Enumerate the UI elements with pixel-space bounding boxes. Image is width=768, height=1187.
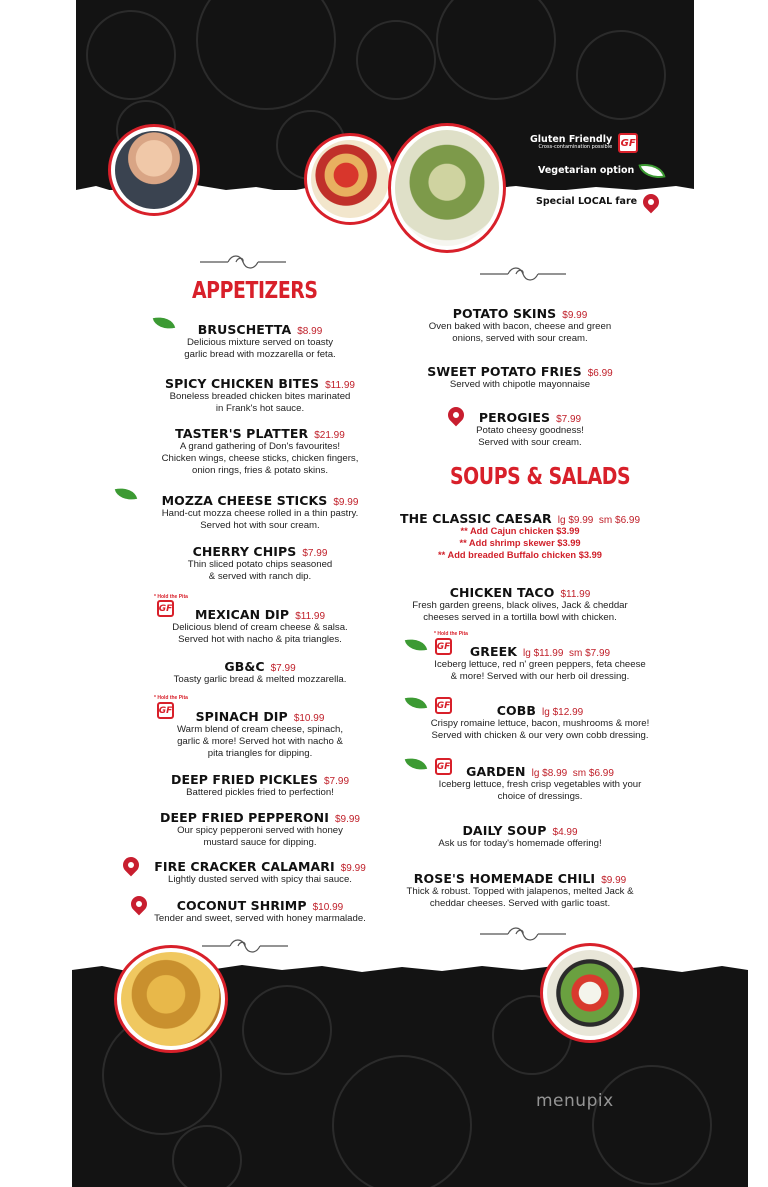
cross-contamination-note: Cross-contamination possible [538, 144, 613, 151]
hold-the-pita-note: * Hold the Pita [434, 631, 468, 637]
caesar-addon: ** Add breaded Buffalo chicken $3.99 [438, 549, 602, 560]
bruschetta-photo [304, 133, 396, 225]
appetizers-heading: APPETIZERS [192, 278, 318, 304]
vegetarian-leaf-icon [639, 160, 666, 183]
menu-item-perogies: PEROGIES $7.99 Potato cheesy goodness! Served with sour cream. [476, 410, 584, 449]
nachos-photo [114, 945, 228, 1053]
menu-item-sweet-potato-fries: SWEET POTATO FRIES $6.99 Served with chipotle mayonnaise [427, 364, 613, 390]
caesar-addon: ** Add Cajun chicken $3.99 [460, 526, 580, 536]
menu-item-classic-caesar: THE CLASSIC CAESAR lg $9.99 sm $6.99 ** Add Cajun chicken $3.99 ** Add shrimp skewer $3.99 ** Add breaded Buffalo chicken $3.99 [380, 511, 660, 561]
caesar-addon: ** Add shrimp skewer $3.99 [459, 537, 581, 548]
menu-item-greek: GREEK lg $11.99 sm $7.99 Iceberg lettuce, red n' green peppers, feta cheese & more! Served with our herb oil dressing. [434, 644, 646, 683]
gluten-free-icon: GF [618, 133, 638, 153]
menu-item-deep-fried-pepperoni: DEEP FRIED PEPPERONI $9.99 Our spicy pepperoni served with honey mustard sauce for dipping. [159, 810, 360, 849]
menu-item-cherry-chips: CHERRY CHIPS $7.99 Thin sliced potato chips seasoned & served with ranch dip. [187, 544, 333, 583]
menu-item-coconut-shrimp: COCONUT SHRIMP $10.99 Tender and sweet, served with honey marmalade. [154, 898, 366, 924]
legend-gluten-friendly [530, 133, 638, 153]
gluten-free-icon: GF [157, 600, 174, 617]
gluten-free-icon: GF [435, 638, 452, 655]
host-portrait-photo [108, 124, 200, 216]
menu-item-mozza-cheese-sticks: MOZZA CHEESE STICKS $9.99 Hand-cut mozza cheese rolled in a thin pastry. Served hot with sour cream. [161, 493, 359, 532]
gluten-free-icon: GF [157, 702, 174, 719]
menu-item-gbc: GB&C $7.99 Toasty garlic bread & melted mozzarella. [173, 659, 347, 685]
menu-item-roses-homemade-chili: ROSE'S HOMEMADE CHILI $9.99 Thick & robust. Topped with jalapenos, melted Jack & cheddar cheeses. Served with garlic toast. [406, 871, 634, 910]
menu-item-cobb: COBB lg $12.99 Crispy romaine lettuce, bacon, mushrooms & more! Served with chicken & our very own cobb dressing. [430, 703, 650, 742]
hold-the-pita-note: * Hold the Pita [154, 695, 188, 701]
soups-salads-heading: SOUPS & SALADS [450, 464, 631, 490]
ornament-flourish [200, 937, 290, 955]
menu-item-tasters-platter: TASTER'S PLATTER $21.99 A grand gathering of Don's favourites! Chicken wings, cheese sticks, chicken fingers, onion rings, fries & potato skins. [161, 426, 359, 477]
local-fare-label: Special LOCAL fare [536, 196, 638, 208]
vegetarian-option-label: Vegetarian option [538, 165, 635, 177]
location-pin-icon [640, 191, 663, 214]
menu-item-deep-fried-pickles: DEEP FRIED PICKLES $7.99 Battered pickles fried to perfection! [170, 772, 350, 798]
menu-item-bruschetta: BRUSCHETTA $8.99 Delicious mixture served on toasty garlic bread with mozzarella or feta. [184, 322, 336, 361]
ornament-flourish [478, 925, 568, 943]
menu-item-daily-soup: DAILY SOUP $4.99 Ask us for today's homemade offering! [438, 823, 602, 849]
menu-item-spinach-dip: SPINACH DIP $10.99 Warm blend of cream cheese, spinach, garlic & more! Served hot with nacho & pita triangles for dipping. [176, 709, 343, 760]
gluten-free-icon: GF [435, 697, 452, 714]
legend-local-fare [536, 194, 659, 210]
menu-item-mexican-dip: MEXICAN DIP $11.99 Delicious blend of cream cheese & salsa. Served hot with nacho & pita triangles. [172, 607, 348, 646]
caesar-salad-photo [388, 123, 506, 253]
gluten-friendly-label: Gluten Friendly [530, 134, 613, 146]
greek-salad-photo [540, 943, 640, 1043]
menu-item-potato-skins: POTATO SKINS $9.99 Oven baked with bacon, cheese and green onions, served with sour cream. [428, 306, 612, 345]
legend-vegetarian [538, 162, 664, 180]
menupix-watermark: menupix [536, 1091, 614, 1111]
menu-item-chicken-taco: CHICKEN TACO $11.99 Fresh garden greens, black olives, Jack & cheddar cheeses served in a tortilla bowl with chicken. [412, 585, 628, 624]
ornament-flourish [478, 265, 568, 283]
gluten-free-icon: GF [435, 758, 452, 775]
menu-item-fire-cracker-calamari: FIRE CRACKER CALAMARI $9.99 Lightly dusted served with spicy thai sauce. [154, 859, 366, 885]
menu-item-garden: GARDEN lg $8.99 sm $6.99 Iceberg lettuce, fresh crisp vegetables with your choice of dressings. [438, 764, 642, 803]
ornament-flourish [198, 253, 288, 271]
menu-item-spicy-chicken-bites: SPICY CHICKEN BITES $11.99 Boneless breaded chicken bites marinated in Frank's hot sauce. [165, 376, 355, 415]
hold-the-pita-note: * Hold the Pita [154, 594, 188, 600]
